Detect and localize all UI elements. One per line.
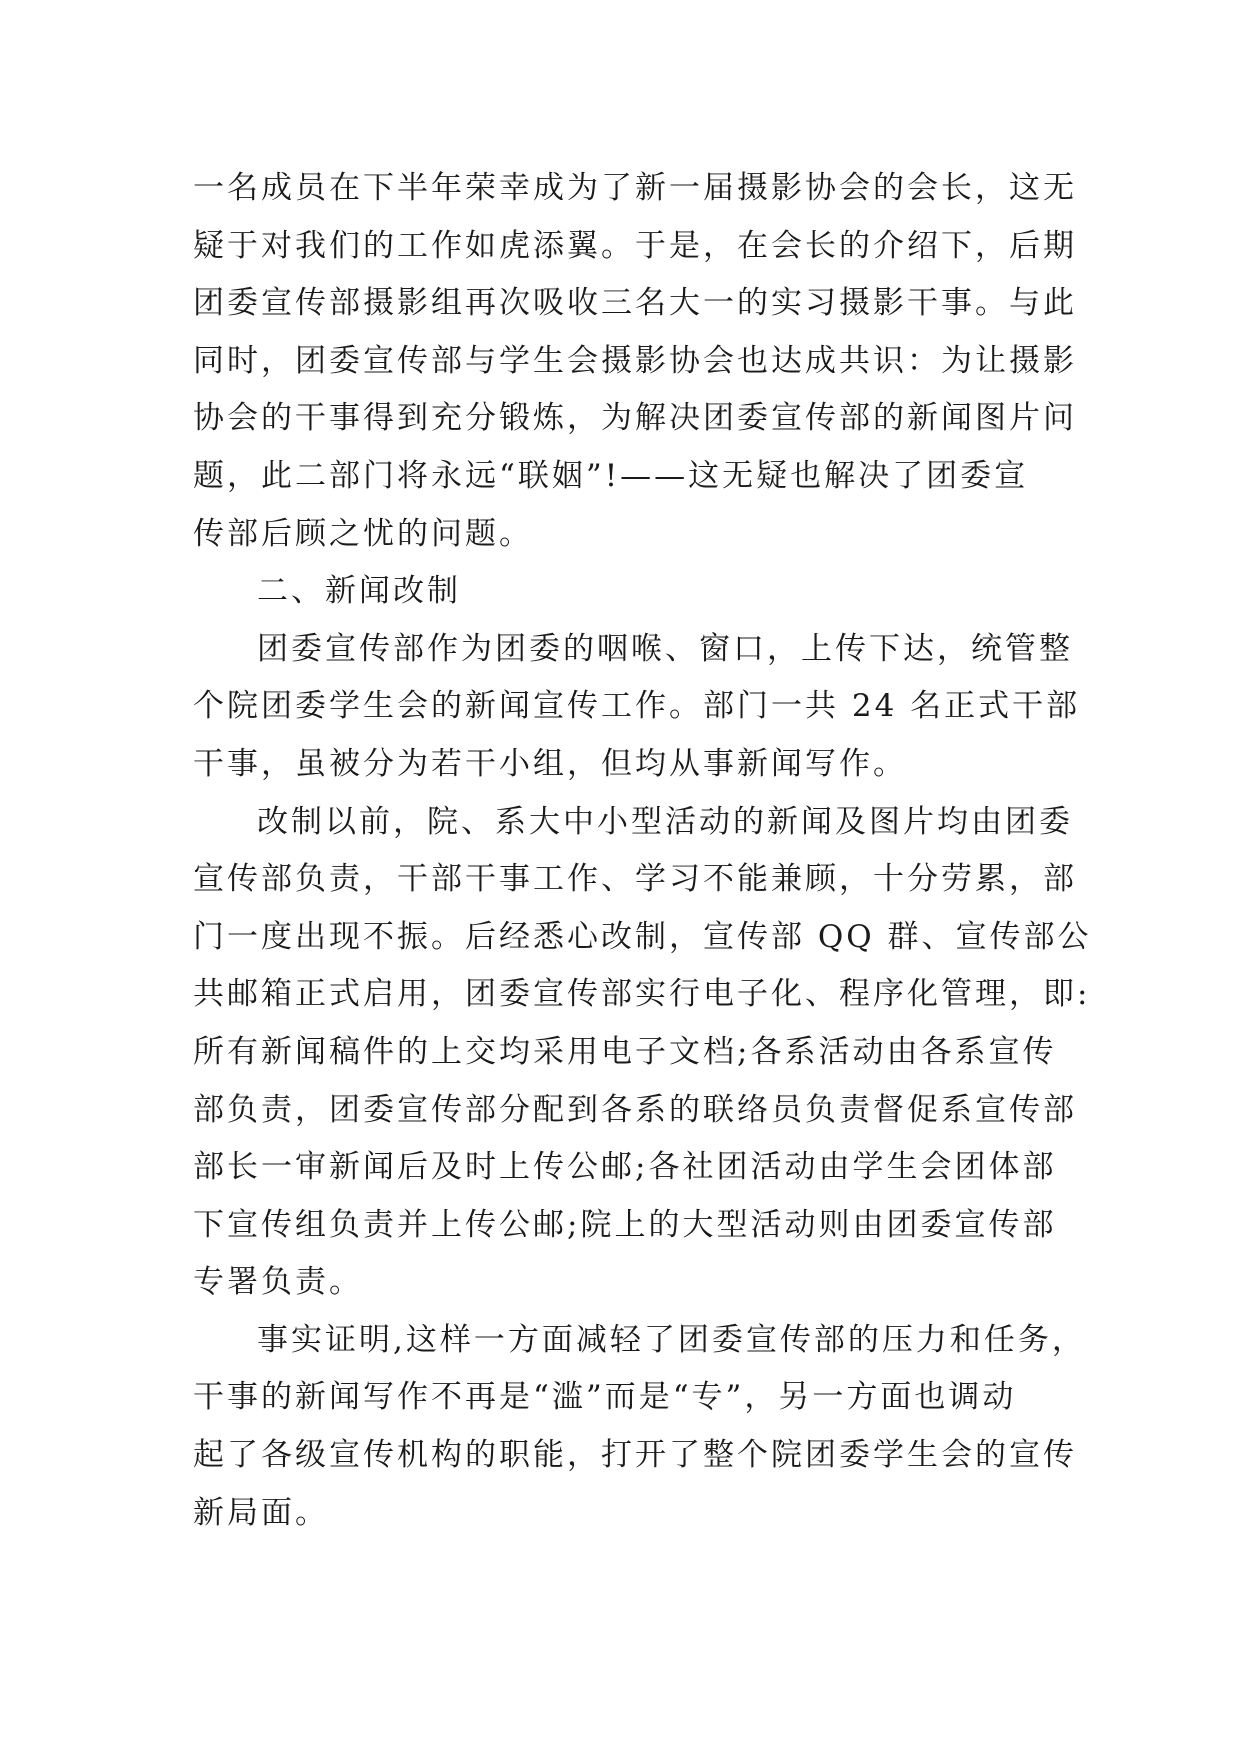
text-line: 同时，团委宣传部与学生会摄影协会也达成共识：为让摄影 [193,342,1077,379]
text-line: 题，此二部门将永远“联姻”!——这无疑也解决了团委宣 [193,457,1029,494]
text-line: 部长一审新闻后及时上传公邮;各社团活动由学生会团体部 [193,1149,1057,1186]
text-line: 团委宣传部作为团委的咽喉、窗口，上传下达，统管整 [257,630,1073,667]
text-line: 干事，虽被分为若干小组，但均从事新闻写作。 [193,745,907,782]
text-line: 协会的干事得到充分锻炼，为解决团委宣传部的新闻图片问 [193,400,1077,437]
text-line: 个院团委学生会的新闻宣传工作。部门一共 24 名正式干部 [193,688,1081,725]
text-line: 疑于对我们的工作如虎添翼。于是，在会长的介绍下，后期 [193,227,1077,264]
text-line: 干事的新闻写作不再是“滥”而是“专”，另一方面也调动 [193,1379,1017,1416]
text-line: 门一度出现不振。后经悉心改制，宣传部 QQ 群、宣传部公 [193,918,1092,955]
text-line: 共邮箱正式启用，团委宣传部实行电子化、程序化管理，即: [193,976,1091,1013]
text-line: 新局面。 [193,1494,329,1531]
text-line: 一名成员在下半年荣幸成为了新一届摄影协会的会长，这无 [193,170,1077,206]
text-line: 所有新闻稿件的上交均采用电子文档;各系活动由各系宣传 [193,1033,1057,1070]
text-line: 传部后顾之忧的问题。 [193,515,533,552]
text-line: 专署负责。 [193,1264,363,1301]
section-heading: 二、新闻改制 [257,573,461,610]
text-line: 宣传部负责，干部干事工作、学习不能兼顾，十分劳累，部 [193,861,1077,898]
document-body [193,160,1092,1542]
text-line: 团委宣传部摄影组再次吸收三名大一的实习摄影干事。与此 [193,285,1077,322]
text-line: 下宣传组负责并上传公邮;院上的大型活动则由团委宣传部 [193,1206,1057,1243]
text-line: 事实证明,这样一方面减轻了团委宣传部的压力和任务， [257,1321,1086,1358]
text-line: 起了各级宣传机构的职能，打开了整个院团委学生会的宣传 [193,1437,1077,1474]
text-line: 改制以前，院、系大中小型活动的新闻及图片均由团委 [257,803,1073,840]
text-line: 部负责，团委宣传部分配到各系的联络员负责督促系宣传部 [193,1091,1077,1128]
